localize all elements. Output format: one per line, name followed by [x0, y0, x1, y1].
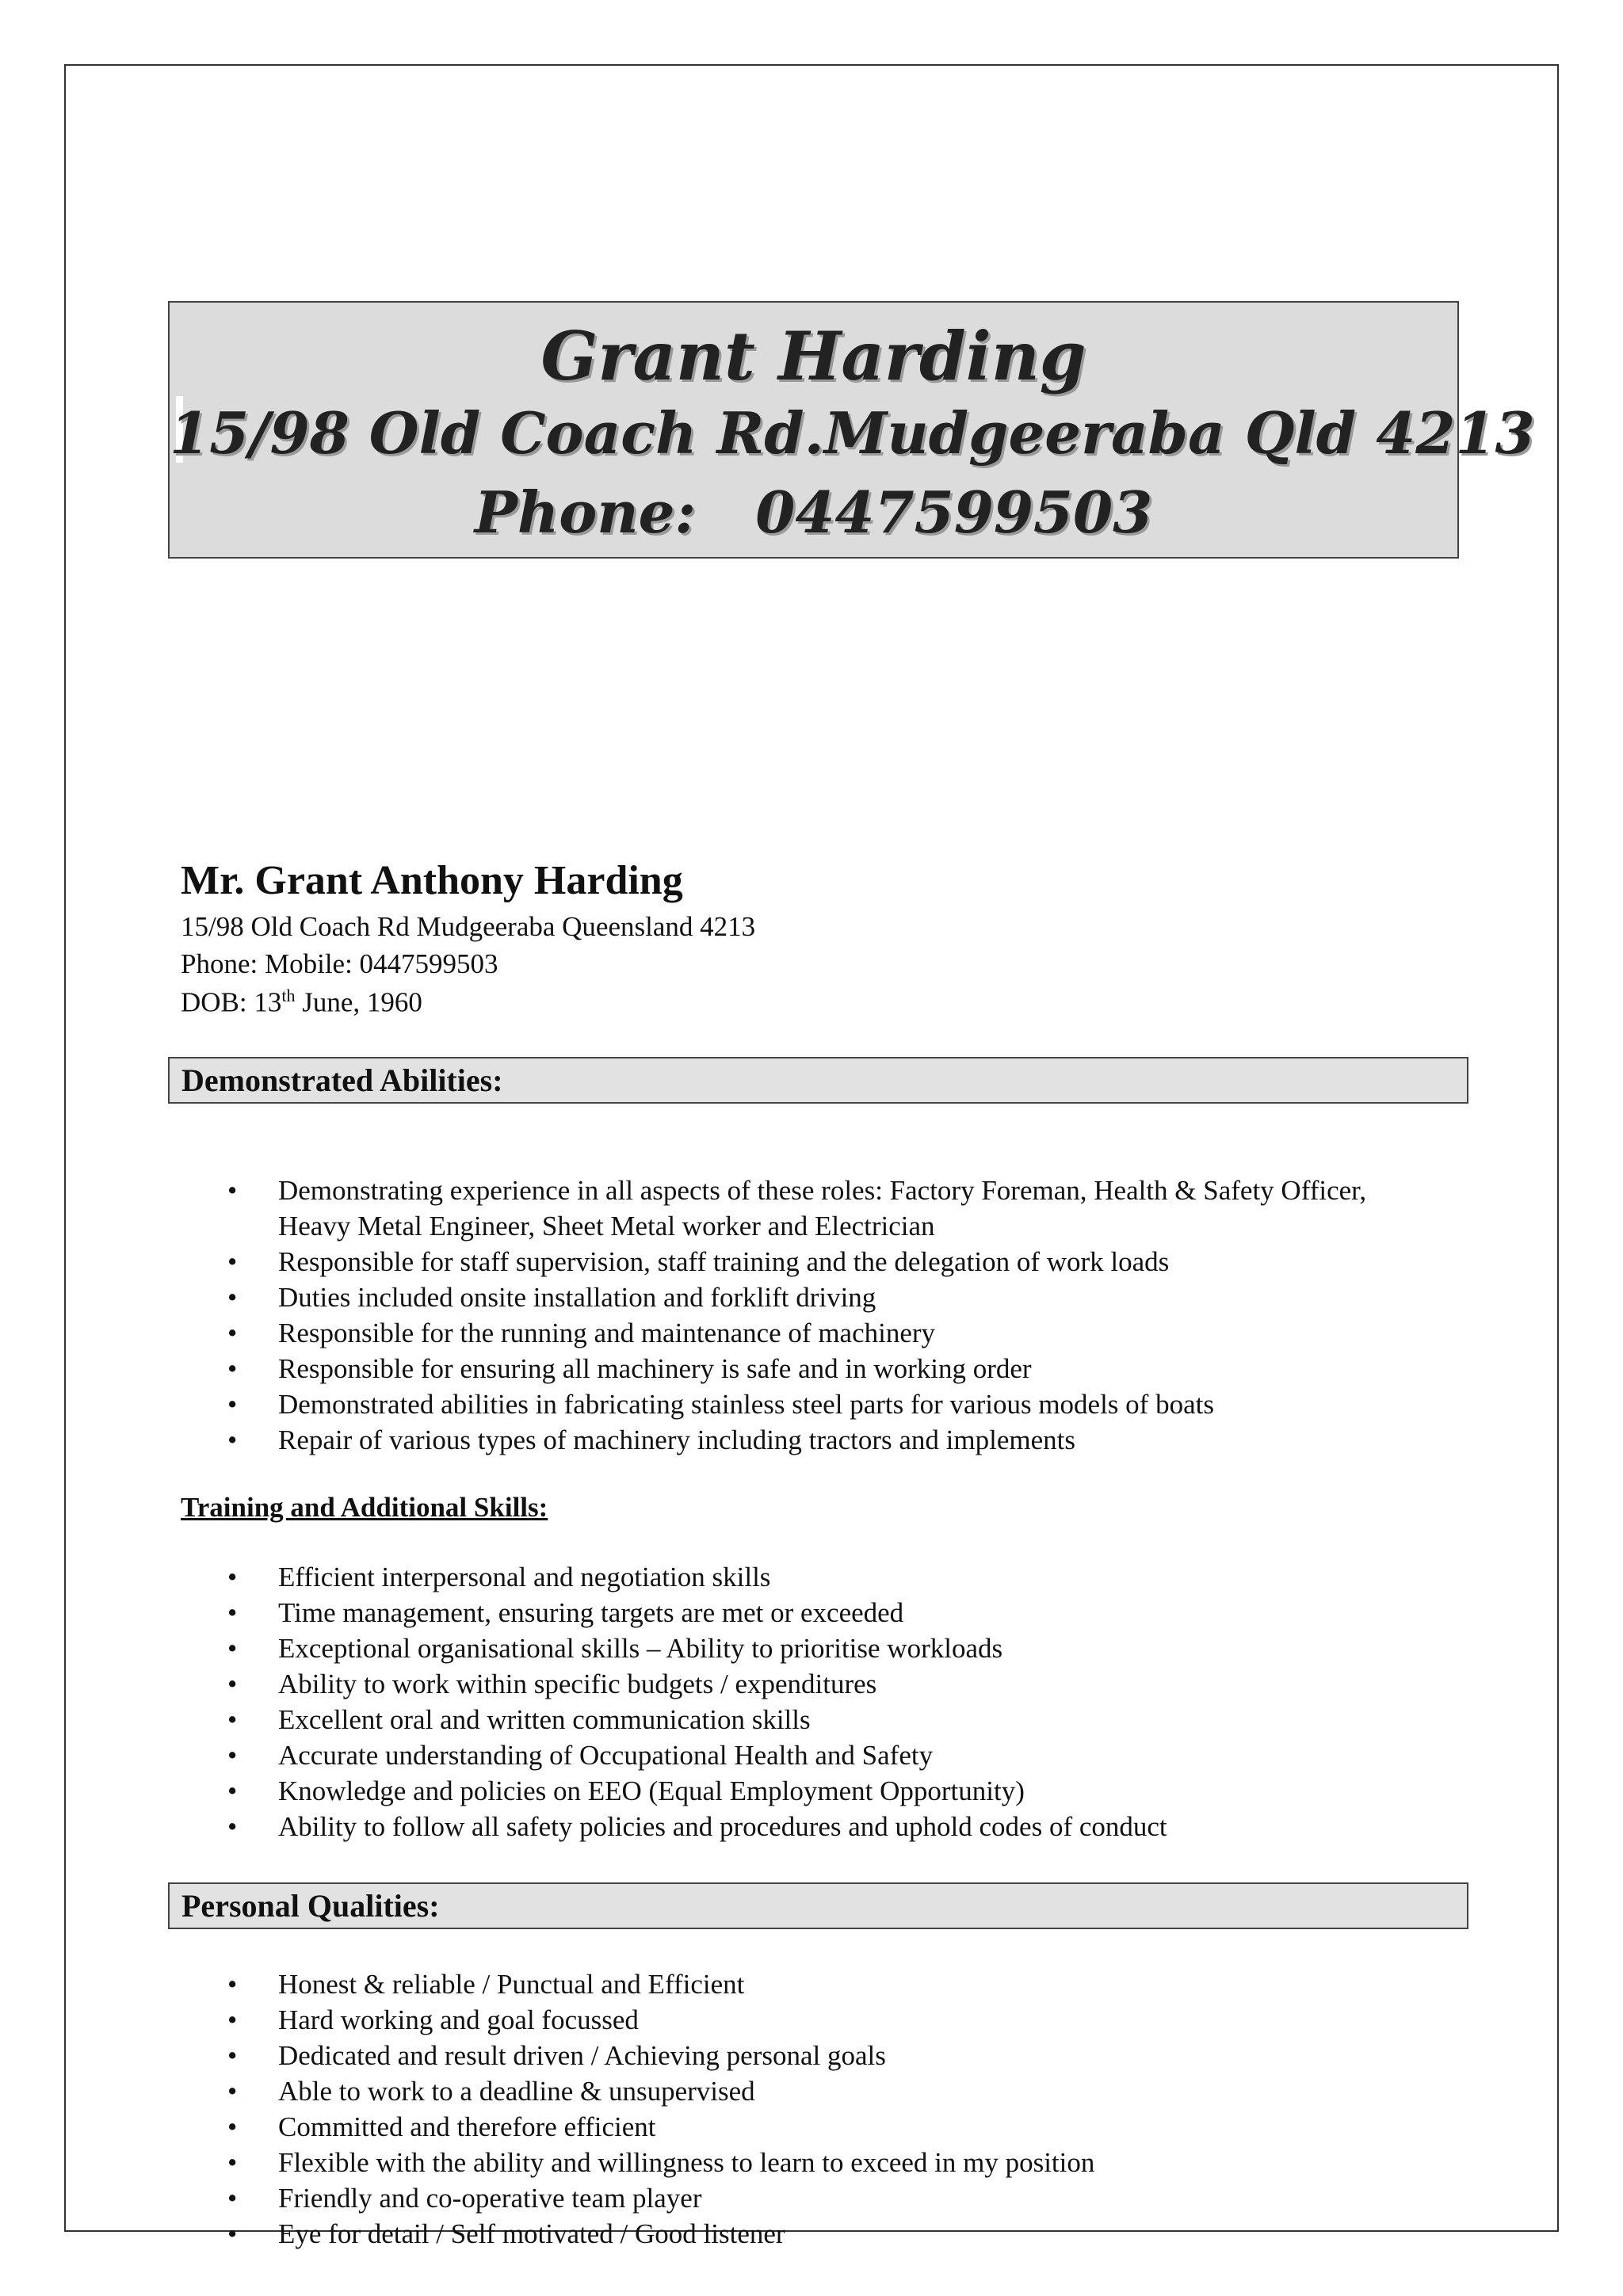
- abilities-list: [0, 1173, 1467, 1458]
- list-item-text: Exceptional organisational skills – Ability to prioritise workloads: [278, 1633, 1003, 1664]
- header-address: 15/98 Old Coach Rd.Mudgeeraba Qld 4213: [170, 399, 1535, 467]
- list-item: [0, 1559, 1467, 1595]
- list-item-text: Efficient interpersonal and negotiation skills: [278, 1562, 771, 1592]
- list-item-text: Heavy Metal Engineer, Sheet Metal worker and Electrician: [278, 1211, 935, 1241]
- header-box: [168, 301, 1535, 559]
- bullet-icon: •: [227, 1969, 238, 2000]
- bullet-icon: •: [227, 1775, 238, 1806]
- bullet-icon: •: [227, 2076, 238, 2107]
- list-item: [0, 1173, 1467, 1208]
- list-item: [0, 1666, 1467, 1702]
- list-item-text: Eye for detail / Self motivated / Good listener: [278, 2218, 785, 2249]
- contact-address: 15/98 Old Coach Rd Mudgeeraba Queensland 4213: [181, 911, 756, 942]
- list-item-text: Responsible for ensuring all machinery is safe and in working order: [278, 1353, 1032, 1384]
- qualities-list: [0, 1966, 1467, 2252]
- list-item-text: Demonstrated abilities in fabricating stainless steel parts for various models of boats: [278, 1389, 1214, 1420]
- dob-suffix: June, 1960: [295, 986, 422, 1018]
- bullet-icon: •: [227, 2218, 238, 2249]
- dob-prefix: DOB: 13: [181, 986, 282, 1018]
- list-item-text: Responsible for the running and maintenance of machinery: [278, 1318, 936, 1348]
- section-title: Personal Qualities:: [181, 1888, 440, 1924]
- bullet-icon: •: [227, 1811, 238, 1842]
- bullet-icon: •: [227, 2147, 238, 2178]
- list-item: [0, 1630, 1467, 1666]
- bullet-icon: •: [227, 1633, 238, 1664]
- bullet-icon: •: [227, 1740, 238, 1771]
- list-item: [0, 2180, 1467, 2216]
- bullet-icon: •: [227, 1353, 238, 1384]
- list-item-continuation: [0, 1208, 1467, 1244]
- list-item-text: Dedicated and result driven / Achieving personal goals: [278, 2040, 886, 2071]
- bullet-icon: •: [227, 2040, 238, 2071]
- list-item: [0, 2216, 1467, 2252]
- list-item-text: Time management, ensuring targets are met or exceeded: [278, 1597, 904, 1628]
- list-item: [0, 2145, 1467, 2180]
- list-item: [0, 1422, 1467, 1458]
- section-personal-qualities: [168, 1882, 1468, 1929]
- bullet-icon: •: [227, 1246, 238, 1277]
- list-item-text: Ability to work within specific budgets / expenditures: [278, 1669, 877, 1699]
- bullet-icon: •: [227, 1425, 238, 1455]
- contact-dob: [181, 986, 422, 1019]
- section-title: Demonstrated Abilities:: [181, 1062, 503, 1098]
- bullet-icon: •: [227, 1562, 238, 1592]
- bullet-icon: •: [227, 2004, 238, 2035]
- training-subheading: Training and Additional Skills:: [181, 1492, 548, 1523]
- dob-superscript: th: [281, 986, 296, 1005]
- list-item-text: Accurate understanding of Occupational Health and Safety: [278, 1740, 934, 1771]
- list-item: [0, 1595, 1467, 1630]
- list-item-text: Flexible with the ability and willingness to learn to exceed in my position: [278, 2147, 1095, 2178]
- bullet-icon: •: [227, 2111, 238, 2142]
- list-item: [0, 1315, 1467, 1351]
- list-item-text: Able to work to a deadline & unsupervised: [278, 2076, 755, 2107]
- list-item-text: Duties included onsite installation and forklift driving: [278, 1282, 876, 1313]
- list-item: [0, 2073, 1467, 2109]
- list-item-text: Responsible for staff supervision, staff training and the delegation of work loads: [278, 1246, 1170, 1277]
- list-item: [0, 1386, 1467, 1422]
- list-item-text: Repair of various types of machinery including tractors and implements: [278, 1425, 1075, 1455]
- list-item: [0, 1280, 1467, 1315]
- contact-full-name: Mr. Grant Anthony Harding: [181, 858, 683, 903]
- bullet-icon: •: [227, 2183, 238, 2214]
- list-item-text: Demonstrating experience in all aspects of these roles: Factory Foreman, Health & Safety Officer,: [278, 1175, 1367, 1206]
- list-item: [0, 2038, 1467, 2073]
- bullet-icon: •: [227, 1704, 238, 1735]
- bullet-icon: •: [227, 1597, 238, 1628]
- list-item-text: Excellent oral and written communication skills: [278, 1704, 811, 1735]
- list-item-text: Knowledge and policies on EEO (Equal Employment Opportunity): [278, 1775, 1025, 1806]
- section-demonstrated-abilities: [168, 1057, 1468, 1104]
- training-list: [0, 1559, 1467, 1844]
- list-item-text: Committed and therefore efficient: [278, 2111, 656, 2142]
- bullet-icon: •: [227, 1389, 238, 1420]
- bullet-icon: •: [227, 1669, 238, 1699]
- bullet-icon: •: [227, 1318, 238, 1348]
- bullet-icon: •: [227, 1175, 238, 1206]
- list-item: [0, 1244, 1467, 1280]
- list-item: [0, 1966, 1467, 2002]
- header-phone: Phone: 0447599503: [474, 479, 1153, 546]
- list-item: [0, 1737, 1467, 1773]
- list-item: [0, 2002, 1467, 2038]
- list-item: [0, 1809, 1467, 1844]
- contact-phone: Phone: Mobile: 0447599503: [181, 948, 498, 979]
- list-item: [0, 2109, 1467, 2145]
- list-item: [0, 1773, 1467, 1809]
- bullet-icon: •: [227, 1282, 238, 1313]
- list-item: [0, 1351, 1467, 1386]
- list-item-text: Hard working and goal focussed: [278, 2004, 639, 2035]
- list-item-text: Honest & reliable / Punctual and Efficient: [278, 1969, 745, 2000]
- list-item-text: Friendly and co-operative team player: [278, 2183, 702, 2214]
- list-item: [0, 1702, 1467, 1737]
- list-item-text: Ability to follow all safety policies and procedures and uphold codes of conduct: [278, 1811, 1167, 1842]
- header-name: Grant Harding: [540, 317, 1086, 395]
